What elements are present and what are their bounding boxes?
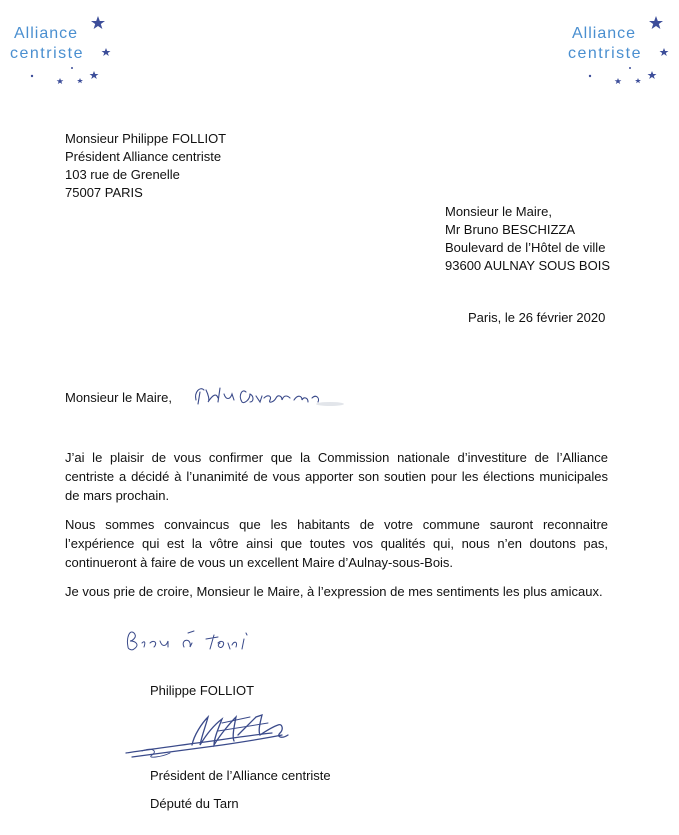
logo-line2: centriste — [568, 45, 642, 62]
handwritten-closing — [122, 625, 272, 660]
logo-line1: Alliance — [14, 25, 79, 42]
signer-name: Philippe FOLLIOT — [150, 683, 255, 698]
recipient-city: 93600 AULNAY SOUS BOIS — [445, 258, 610, 273]
salutation: Monsieur le Maire, — [65, 390, 172, 405]
recipient-street: Boulevard de l’Hôtel de ville — [445, 240, 606, 255]
letter-date: Paris, le 26 février 2020 — [468, 310, 606, 325]
recipient-name: Mr Bruno BESCHIZZA — [445, 222, 576, 237]
body-paragraph: Nous sommes convaincus que les habitants de votre commune sauront reconnaitre l’expérience qui est la vôtre ainsi que toutes vos qualités qui, nous n’en doutons pas, continueront à faire de vous un excellent Maire d’Aulnay-sous-Bois. — [65, 517, 608, 570]
recipient-salutation: Monsieur le Maire, — [445, 204, 552, 219]
sender-street: 103 rue de Grenelle — [65, 167, 180, 182]
sender-name: Monsieur Philippe FOLLIOT — [65, 131, 227, 146]
body-paragraph: J’ai le plaisir de vous confirmer que la Commission nationale d’investiture de l’Alliance centriste a décidé à l’unanimité de vous apporter son soutien pour les élections municipales de mars prochain. — [65, 450, 608, 503]
sender-role: Président Alliance centriste — [65, 149, 222, 164]
body-paragraph: Je vous prie de croire, Monsieur le Maire, à l’expression de mes sentiments les plus amicaux. — [65, 584, 603, 599]
handwritten-greeting — [190, 380, 350, 415]
sender-address — [65, 130, 226, 202]
signer-office: Député du Tarn — [150, 796, 239, 811]
signature — [122, 705, 302, 770]
recipient-address — [445, 203, 610, 275]
logo-line1: Alliance — [572, 25, 637, 42]
alliance-centriste-logo-left — [2, 10, 112, 85]
signer-title: Président de l’Alliance centriste — [150, 768, 331, 783]
letter-body — [65, 448, 608, 611]
alliance-centriste-logo-right — [560, 10, 670, 85]
logo-line2: centriste — [10, 45, 84, 62]
sender-city: 75007 PARIS — [65, 185, 143, 200]
